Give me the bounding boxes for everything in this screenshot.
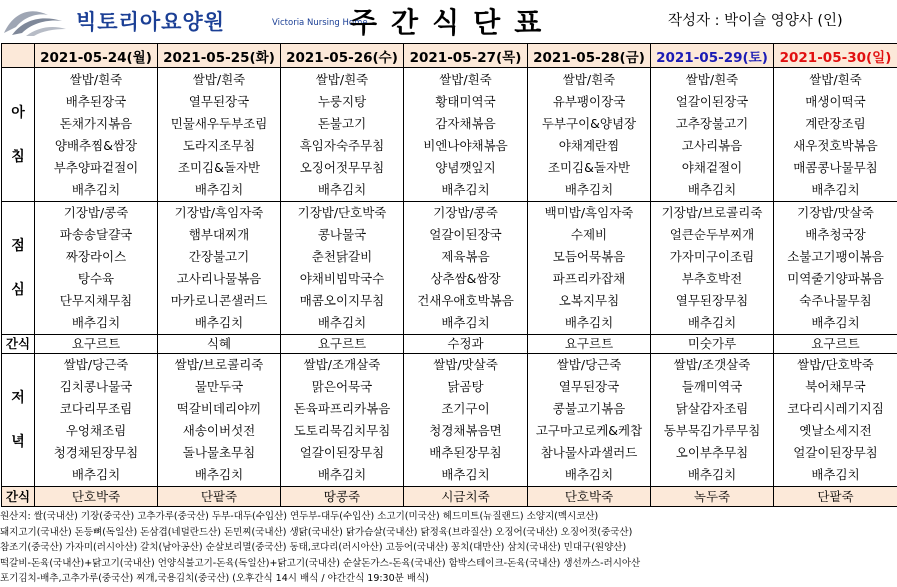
menu-item: 쌀밥/당근죽 xyxy=(63,357,129,372)
page-header xyxy=(0,0,897,44)
menu-item: 마카로니콘샐러드 xyxy=(170,293,268,308)
menu-item: 배추김치 xyxy=(687,467,737,482)
menu-item: 배추김치 xyxy=(317,182,367,197)
menu-item: 배추김치 xyxy=(441,467,490,482)
menu-item: 청경채된장무침 xyxy=(53,445,139,460)
menu-item: 배추김치 xyxy=(317,467,367,482)
menu-item: 코다리시레기지짐 xyxy=(787,401,884,416)
menu-item: 오복지무침 xyxy=(558,293,620,308)
menu-item: 기장밥/브로콜리죽 xyxy=(661,205,763,220)
snack-cell: 미숫가루 xyxy=(651,335,774,354)
menu-item: 얼갈이된장무침 xyxy=(299,445,385,460)
day-header: 2021-05-27(목) xyxy=(404,44,528,68)
menu-item: 새우젓호박볶음 xyxy=(793,138,878,153)
menu-item: 돈채가지볶음 xyxy=(59,116,133,131)
menu-item: 기장밥/단호박죽 xyxy=(297,205,387,220)
menu-cell xyxy=(158,354,281,487)
menu-item: 배추김치 xyxy=(194,467,244,482)
menu-item: 돈불고기 xyxy=(317,116,367,131)
menu-item: 부추호박전 xyxy=(681,271,743,286)
menu-item: 쌀밥/흰죽 xyxy=(69,72,123,87)
breakfast-row xyxy=(2,68,897,202)
menu-item: 짜장라이스 xyxy=(65,249,127,264)
menu-item: 조미김&돌자반 xyxy=(177,160,261,175)
author-line: 작성자 : 박이슬 영양사 (인) xyxy=(668,13,843,29)
snack-cell: 식혜 xyxy=(158,335,281,354)
menu-item: 배추김치 xyxy=(811,315,860,330)
weekly-menu-table xyxy=(1,43,897,507)
menu-item: 도토리묵김치무침 xyxy=(293,423,391,438)
menu-item: 간장불고기 xyxy=(188,249,250,264)
menu-item: 배추청국장 xyxy=(805,227,866,242)
menu-item: 부추양파겉절이 xyxy=(53,160,139,175)
menu-item: 조미김&돌자반 xyxy=(547,160,631,175)
menu-item: 쌀밥/흰죽 xyxy=(685,72,739,87)
menu-item: 동부묵김가루무침 xyxy=(663,423,761,438)
menu-item: 야채비빔막국수 xyxy=(299,271,385,286)
day-header: 2021-05-28(금) xyxy=(528,44,651,68)
menu-cell xyxy=(651,202,774,335)
menu-cell xyxy=(281,202,404,335)
menu-item: 햄부대찌개 xyxy=(188,227,250,242)
menu-item: 배추김치 xyxy=(811,467,860,482)
menu-item: 닭살감자조림 xyxy=(675,401,749,416)
menu-item: 배추김치 xyxy=(687,315,737,330)
menu-item: 비엔나야채볶음 xyxy=(423,138,508,153)
menu-cell xyxy=(281,354,404,487)
menu-cell xyxy=(404,68,528,202)
menu-item: 매생이떡국 xyxy=(805,94,866,109)
menu-item: 콩나물국 xyxy=(317,227,367,242)
menu-item: 배추김치 xyxy=(71,315,121,330)
day-header: 2021-05-25(화) xyxy=(158,44,281,68)
menu-item: 야채계란찜 xyxy=(558,138,620,153)
menu-item: 맑은어묵국 xyxy=(311,379,373,394)
menu-item: 쌀밥/조갯살죽 xyxy=(673,357,751,372)
menu-item: 옛날소세지전 xyxy=(799,423,872,438)
menu-cell xyxy=(35,202,158,335)
menu-item: 열무된장무침 xyxy=(675,293,749,308)
menu-item: 고구마고로케&케찹 xyxy=(535,423,643,438)
brand-name: 빅토리아요양원 xyxy=(76,10,226,34)
origin-note-line: 떡갈비-돈육(국내산)+닭고기(국내산) 언양식불고기-돈육(독일산)+닭고기(국내산) 순살돈가스-돈육(국내산) 함박스테이크-돈육(국내산) 생선까스-러시아산 xyxy=(0,557,641,569)
day-header: 2021-05-24(월) xyxy=(35,44,158,68)
snack-label: 간식 xyxy=(2,487,35,507)
menu-item: 떡갈비데리야끼 xyxy=(176,401,262,416)
menu-item: 청경채볶음면 xyxy=(429,423,502,438)
menu-item: 김치콩나물국 xyxy=(59,379,133,394)
menu-item: 모듬어묵볶음 xyxy=(552,249,626,264)
menu-item: 춘천닭갈비 xyxy=(311,249,373,264)
menu-item: 배추김치 xyxy=(71,182,121,197)
menu-item: 닭곰탕 xyxy=(447,379,484,394)
menu-item: 배추김치 xyxy=(194,182,244,197)
menu-item: 열무된장국 xyxy=(558,379,620,394)
menu-item: 배추된장무침 xyxy=(429,445,502,460)
menu-item: 가자미구이조림 xyxy=(669,249,755,264)
menu-cell xyxy=(774,68,897,202)
menu-item: 코다리무조림 xyxy=(59,401,133,416)
menu-cell xyxy=(158,202,281,335)
brand-name-english: Victoria Nursing Home xyxy=(272,18,368,28)
menu-item: 양념깻잎지 xyxy=(435,160,496,175)
menu-item: 배추김치 xyxy=(564,182,614,197)
menu-cell xyxy=(528,354,651,487)
day-header-sunday: 2021-05-30(일) xyxy=(774,44,897,68)
menu-item: 얼갈이된장국 xyxy=(675,94,749,109)
menu-cell xyxy=(404,202,528,335)
menu-item: 배추김치 xyxy=(687,182,737,197)
menu-item: 고사리볶음 xyxy=(681,138,743,153)
origin-note-line: 원산지: 쌀(국내산) 기장(중국산) 고추가루(중국산) 두부-대두(수입산) 연두부-대두(수입산) 소고기(미국산) 헤드미트(뉴질랜드) 소양지(멕시코산) xyxy=(0,511,599,522)
menu-item: 얼갈이된장무침 xyxy=(793,445,878,460)
menu-item: 양배추찜&쌈장 xyxy=(54,138,138,153)
menu-cell xyxy=(281,68,404,202)
snack-cell: 요구르트 xyxy=(528,335,651,354)
corner-cell xyxy=(2,44,35,68)
menu-item: 쌀밥/흰죽 xyxy=(439,72,492,87)
menu-item: 배추김치 xyxy=(194,315,244,330)
menu-item: 얼갈이된장국 xyxy=(429,227,502,242)
day-header: 2021-05-26(수) xyxy=(281,44,404,68)
menu-item: 쌀밥/흰죽 xyxy=(562,72,616,87)
menu-item: 쌀밥/브로콜리죽 xyxy=(174,357,264,372)
menu-item: 기장밥/맛살죽 xyxy=(797,205,874,220)
menu-item: 야채겉절이 xyxy=(681,160,743,175)
menu-item: 매콤콩나물무침 xyxy=(793,160,878,175)
menu-item: 오징어젓무무침 xyxy=(299,160,385,175)
snack-cell: 수정과 xyxy=(404,335,528,354)
menu-item: 흑임자숙주무침 xyxy=(299,138,385,153)
menu-item: 오이부추무침 xyxy=(675,445,749,460)
menu-item: 배추김치 xyxy=(811,182,860,197)
menu-item: 물만두국 xyxy=(194,379,244,394)
menu-item: 기장밥/콩죽 xyxy=(63,205,129,220)
origin-note-line: 참조기(중국산) 가자미(러시아산) 갈치(남아공산) 순살보리멸(중국산) 동태,코다리(러시아산) 고등어(국내산) 꽁치(대만산) 삼치(국내산) 민대구(원양산) xyxy=(0,542,627,554)
menu-item: 계란장조림 xyxy=(805,116,866,131)
day-header-saturday: 2021-05-29(토) xyxy=(651,44,774,68)
menu-item: 얼큰순두부찌개 xyxy=(669,227,755,242)
origin-note-line: 돼지고기(국내산) 돈등뼈(독일산) 돈삼겹(네덜란드산) 돈민찌(국내산) 생닭(국내산) 닭가슴살(국내산) 닭정육(브라질산) 오징어(국내산) 오징어젓(중국산) xyxy=(0,526,633,538)
menu-item: 제육볶음 xyxy=(441,249,490,264)
afternoon-snack-row xyxy=(2,335,897,354)
menu-item: 쌀밥/흰죽 xyxy=(809,72,862,87)
menu-item: 쌀밥/맛살죽 xyxy=(433,357,498,372)
menu-item: 파송송달걀국 xyxy=(59,227,133,242)
menu-item: 감자채볶음 xyxy=(435,116,496,131)
menu-item: 두부구이&양념장 xyxy=(541,116,637,131)
menu-item: 숙주나물무침 xyxy=(799,293,872,308)
menu-item: 들깨미역국 xyxy=(681,379,743,394)
snack-cell: 시금치죽 xyxy=(404,487,528,507)
dinner-row xyxy=(2,354,897,487)
menu-item: 쌀밥/흰죽 xyxy=(192,72,246,87)
menu-item: 배추김치 xyxy=(441,182,490,197)
menu-cell xyxy=(651,68,774,202)
menu-cell xyxy=(774,202,897,335)
menu-item: 소불고기팽이볶음 xyxy=(787,249,884,264)
menu-item: 미역줄기양파볶음 xyxy=(787,271,884,286)
menu-cell xyxy=(35,354,158,487)
menu-item: 배추김치 xyxy=(71,467,121,482)
menu-item: 쌀밥/흰죽 xyxy=(315,72,369,87)
menu-item: 쌀밥/조개살죽 xyxy=(303,357,381,372)
menu-item: 콩불고기볶음 xyxy=(552,401,626,416)
menu-cell xyxy=(651,354,774,487)
menu-item: 고사리나물볶음 xyxy=(176,271,262,286)
menu-cell xyxy=(528,68,651,202)
menu-item: 쌀밥/단호박죽 xyxy=(797,357,874,372)
menu-item: 참나물사과샐러드 xyxy=(540,445,638,460)
menu-item: 단무지채무침 xyxy=(59,293,133,308)
menu-item: 기장밥/흑임자죽 xyxy=(174,205,264,220)
meal-label: 점심 xyxy=(2,202,35,335)
lunch-row xyxy=(2,202,897,335)
snack-cell: 단호박죽 xyxy=(528,487,651,507)
snack-cell: 땅콩죽 xyxy=(281,487,404,507)
menu-item: 민물새우두부조림 xyxy=(170,116,268,131)
menu-item: 파프리카잡채 xyxy=(552,271,626,286)
menu-item: 새송이버섯전 xyxy=(182,423,256,438)
menu-item: 배추김치 xyxy=(441,315,490,330)
menu-item: 배추김치 xyxy=(564,315,614,330)
menu-item: 누룽지탕 xyxy=(317,94,367,109)
snack-cell: 녹두죽 xyxy=(651,487,774,507)
page-title: 주간식단표 xyxy=(350,6,556,39)
menu-item: 조기구이 xyxy=(441,401,490,416)
snack-cell: 요구르트 xyxy=(281,335,404,354)
menu-cell xyxy=(774,354,897,487)
snack-cell: 단팥죽 xyxy=(774,487,897,507)
origin-notes xyxy=(0,509,897,587)
meal-label: 저녁 xyxy=(2,354,35,487)
menu-item: 북어채무국 xyxy=(805,379,866,394)
menu-item: 유부팽이장국 xyxy=(552,94,626,109)
menu-item: 열무된장국 xyxy=(188,94,250,109)
menu-item: 백미밥/흑임자죽 xyxy=(544,205,634,220)
menu-item: 고추장불고기 xyxy=(675,116,749,131)
origin-note-line: 포기김치-배추,고추가루(중국산) 찌개,국용김치(중국산) (오후간식 14시 배식 / 야간간식 19:30분 배식) xyxy=(0,573,429,585)
menu-item: 배추된장국 xyxy=(65,94,127,109)
evening-snack-row xyxy=(2,487,897,507)
snack-cell: 단팥죽 xyxy=(158,487,281,507)
meal-label: 아침 xyxy=(2,68,35,202)
menu-item: 기장밥/콩죽 xyxy=(433,205,498,220)
menu-item: 황태미역국 xyxy=(435,94,496,109)
menu-item: 건새우애호박볶음 xyxy=(417,293,514,308)
menu-cell xyxy=(158,68,281,202)
menu-item: 상추쌈&쌈장 xyxy=(430,271,501,286)
menu-item: 수제비 xyxy=(570,227,608,242)
menu-item: 탕수육 xyxy=(77,271,115,286)
menu-item: 매콤오이지무침 xyxy=(299,293,385,308)
menu-item: 우엉채조림 xyxy=(65,423,127,438)
snack-cell: 단호박죽 xyxy=(35,487,158,507)
menu-item: 돌나물초무침 xyxy=(182,445,256,460)
menu-cell xyxy=(404,354,528,487)
snack-cell: 요구르트 xyxy=(774,335,897,354)
menu-item: 쌀밥/당근죽 xyxy=(556,357,622,372)
menu-cell xyxy=(528,202,651,335)
menu-cell xyxy=(35,68,158,202)
nursing-home-logo-icon xyxy=(2,3,68,39)
snack-cell: 요구르트 xyxy=(35,335,158,354)
menu-item: 돈육파프리카볶음 xyxy=(293,401,391,416)
snack-label: 간식 xyxy=(2,335,35,354)
day-header-row xyxy=(2,44,897,68)
menu-item: 도라지조무침 xyxy=(182,138,256,153)
menu-item: 배추김치 xyxy=(564,467,614,482)
menu-item: 배추김치 xyxy=(317,315,367,330)
